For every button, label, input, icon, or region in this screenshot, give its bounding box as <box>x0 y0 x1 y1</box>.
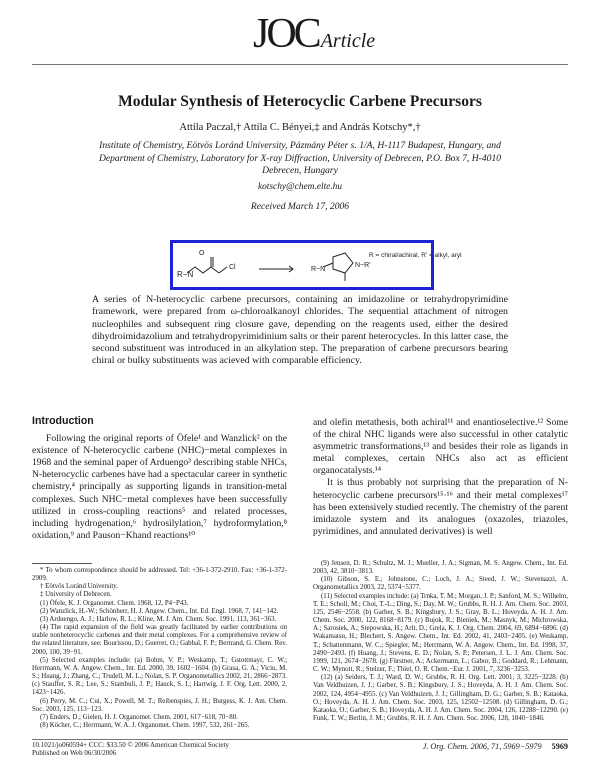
footnote-item: * To whom correspondence should be addressed. Tel: +36-1-372-2910. Fax: +36-1-372-2909. <box>32 567 287 583</box>
footnote-item: (1) Öfele, K. J. Organomet. Chem. 1968, 12, P4−P43. <box>40 599 189 607</box>
journal-citation: J. Org. Chem. 2006, 71, 5969−5979 <box>422 742 542 751</box>
footnote-item: (11) Selected examples include: (a) Trnka, T. M.; Morgan, J. P.; Sanford, M. S.; Wilhelm, T. E.; Scholl, M.; Choi, T.-L.; Ding, S.; Day, M. W.; Grubbs, R. H. J. Am. Chem. Soc. 2003, 125, 2546−2558. (b) Garber, S. B.; Kingsbury, J. S.; Gray, B. L.; Hoveyda, A. H. J. Am. Chem. Soc. 2000, 122, 8168−8179. (c) Bujok, R.; Bieniek, M.; Masnyk, M.; Michrowska, A.; Sarosiek, A.; Stepowska, H.; Arlt, D.; Grela, K. J. Org. Chem. 2004, 69, 6894−6896. (d) Wakamatsu, H.; Blechert, S. Angew. Chem., Int. Ed. 2002, 41, 2403−2405. (e) Weskamp, T.; Schattenmann, W. C.; Spiegler, M.; Herrmann, W. A. Angew. Chem., Int. Ed. 1998, 37, 2490−2493. (f) Huang, J.; Stevens, E. D.; Nolan, S. P.; Petersen, J. L. J. Am. Chem. Soc. 1999, 121, 2674−2678. (g) Fürstner, A.; Ackermann, L.; Gabor, B.; Goddard, R.; Lehmann, C. W.; Mynott, R.; Stelzer, F.; Thiel, O. R. Chem.−Eur. J. 2001, 7, 3236−3253. <box>313 592 568 674</box>
contact-email[interactable]: kotschy@chem.elte.hu <box>257 182 343 192</box>
affiliation: Institute of Chemistry, Eötvös Loránd University, Pázmány Péter s. 1/A, H-1117 Budapest, Hungary, and Department of Chemistry, Laboratory for X-ray Diffraction, University of Debrecen, P.O. Box 7, H-4010 Debrecen, Hungary <box>98 140 502 176</box>
footnote-item: (9) Jensen, D. R.; Schultz, M. J.; Mueller, J. A.; Sigman, M. S. Angew. Chem., Int. Ed. 2003, 42, 3810−3813. <box>313 560 568 576</box>
svg-text:Cl: Cl <box>229 264 236 271</box>
page-number: 5969 <box>551 742 568 751</box>
abstract: A series of N-heterocyclic carbene precursors, containing an imidazoline or tetrahydropyrimidine framework, were prepared from ω-chloroalkanoyl chlorides. The sequential attachment of nitrogen nucleophiles and subsequent ring closure gave, depending on the reagents used, either the desired dihydroimidazolium and tetrahydropyrimidinium salts or their parent heterocycles. In this latter case, the second substituent was introduced in an alkylation step. The preparation of carbene precursors bearing chiral or bulky substituents was acieved with comparable efficiency. <box>92 294 508 367</box>
logo-sub: Article <box>320 30 376 52</box>
toc-caption: R = chiral/achiral, R' = alkyl, aryl <box>369 252 462 259</box>
footnote-item: (2) Wanzlick, H.-W.; Schönherr, H. J. Angew. Chem., Int. Ed. Engl. 1968, 7, 141−142. <box>40 607 279 615</box>
article-title: Modular Synthesis of Heterocyclic Carbene Precursors <box>118 93 482 110</box>
svg-text:N−R': N−R' <box>355 262 371 269</box>
footnote-item: (10) Gibson, S. E.; Johnstone, C.; Loch, J. A.; Steed, J. W.; Stevenazzi, A. Organometallics 2003, 22, 5374−5377. <box>313 576 568 592</box>
svg-text:R−N: R−N <box>177 270 194 279</box>
footer-right <box>400 742 568 751</box>
footnote-item: † Eötvös Loránd University. <box>40 583 119 591</box>
doi-line[interactable]: 10.1021/jo060594+ CCC: $33.50 © 2006 American Chemical Society <box>32 741 229 749</box>
logo-main: JOC <box>253 11 319 57</box>
svg-text:O: O <box>199 250 205 257</box>
toc-graphic <box>170 240 462 290</box>
reaction-scheme <box>173 243 462 287</box>
received-date: Received March 17, 2006 <box>250 201 350 212</box>
published-line: Published on Web 06/30/2006 <box>32 749 117 758</box>
intro-paragraph-3: It is thus probably not surprising that the preparation of N-heterocyclic carbene precursors¹⁵·¹⁶ and their metal complexes¹⁷ has been extensively studied recently. The chemistry of the parent imidazole system and its analogues (oxazoles, triazoles, pyrimidines, and annulated derivatives) is well <box>313 477 568 537</box>
intro-column-right <box>313 417 568 538</box>
footnotes-right <box>313 560 568 723</box>
intro-column-left <box>32 415 287 542</box>
footnote-rule <box>32 563 92 564</box>
ring <box>333 253 353 273</box>
footer-rule <box>32 739 568 740</box>
footnote-item: (8) Köcher, C.; Herrmann, W. A. J. Organomet. Chem. 1997, 532, 261−265. <box>40 721 250 729</box>
footnote-item: (4) The rapid expansion of the field was greatly facilitated by earlier contributions on stable nonheterocyclic carbenes and their metal complexes. For a comprehensive review of the related literature, see: Bourissou, D.; Guerret, O.; Gabbaï, F. P.; Bertrand, G. Chem. Rev. 2000, 100, 39−91. <box>32 624 287 656</box>
author-list: Attila Paczal,† Attila C. Bényei,‡ and András Kotschy*,† <box>179 122 421 133</box>
intro-paragraph-2: and olefin metathesis, both achiral¹¹ and enantioselective.¹² Some of the chiral NHC ligands were also successful in other catalytic asymmetric transformations,¹³ and besides their role as ligands in metal complexes, certain NHCs also act as efficient organocatalysts.¹⁴ <box>313 417 568 477</box>
footnote-item: (5) Selected examples include: (a) Bohm, V. P.; Weskamp, T.; Gstottmayr, C. W.; Herrmann, W. A. Angew. Chem., Int. Ed. 2000, 39, 1602−1604. (b) Grasa, G. A.; Viciu, M. S.; Huang, J.; Zhang, C.; Trudell, M. L.; Nolan, S. P. Organometallics 2002, 21, 2866−2873. (c) Stauffer, S. R.; Lee, S.; Stambuli, J. P.; Hauck, S. I.; Hartwig, J. F. Org. Lett. 2000, 2, 1423−1426. <box>32 656 287 697</box>
footnotes-left <box>32 567 287 730</box>
footnote-item: ‡ University of Debrecen. <box>40 591 112 599</box>
intro-paragraph-1: Following the original reports of Öfele¹ and Wanzlick² on the existence of N-heterocyclic carbene (NHC)−metal complexes in 1968 and the seminal paper of Arduengo³ describing stable NHCs, N-heterocyclic carbenes have had a spectacular career in synthetic chemistry,⁴ principally as supporting ligands in transition-metal complexes. Such NHC−metal complexes have been successfully utilized in cross-coupling reactions⁵ and related processes, including hydrogenation,⁶ hydrosilylation,⁷ hydroformylation,⁸ oxidation,⁹ and Pauson−Khand reactions¹⁰ <box>32 433 287 541</box>
footer-left <box>32 741 332 758</box>
footnote-item: (12) (a) Seiders, T. J.; Ward, D. W.; Grubbs, R. H. Org. Lett. 2001, 3, 3225−3228. (b) Van Veldhuizen, J. J.; Garber, S. B.; Kingsbury, J. S.; Hoveyda, A. H. J. Am. Chem. Soc. 2002, 124, 4954−4955. (c) Van Veldhuizen, J. J.; Gillingham, D. G.; Garber, S. B.; Kataoka, O.; Hoveyda, A. H. J. Am. Chem. Soc. 2003, 125, 12502−12508. (d) Gillingham, D. G.; Kataoka, O.; Garber, S. B.; Hoveyda, A. H. J. Am. Chem. Soc. 2004, 126, 12288−12290. (e) Funk, T. W.; Berlin, J. M.; Grubbs, R. H. J. Am. Chem. Soc. 2006, 128, 1840−1846. <box>313 674 568 722</box>
footnote-item: (6) Perry, M. C.; Cui, X.; Powell, M. T.; Reibenspies, J. H.; Burgess, K. J. Am. Chem. Soc. 2003, 125, 113−123. <box>32 697 287 713</box>
footnote-item: (7) Enders, D.; Gielen, H. J. Organomet. Chem. 2001, 617−618, 70−80. <box>40 713 238 721</box>
intro-heading: Introduction <box>32 415 94 427</box>
carbonyl-bond <box>219 267 227 273</box>
footnote-item: (3) Arduengo, A. J.; Harlow, R. L.; Kline, M. J. Am. Chem. Soc. 1991, 113, 361−363. <box>40 615 277 623</box>
journal-logo <box>253 11 376 60</box>
header-rule <box>32 64 568 65</box>
svg-text:R−N: R−N <box>311 266 326 273</box>
